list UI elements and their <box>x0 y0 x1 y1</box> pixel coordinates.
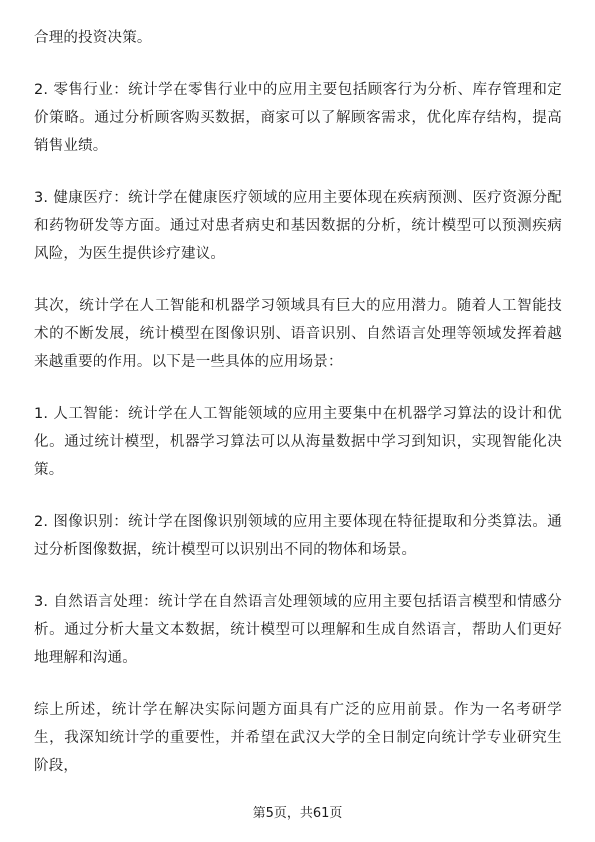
paragraph-nlp: 3. 自然语言处理：统计学在自然语言处理领域的应用主要包括语言模型和情感分析。通过分析大量文本数据，统计模型可以理解和生成自然语言，帮助人们更好地理解和沟通。 <box>34 594 562 666</box>
document-body <box>34 24 562 804</box>
paragraph-continuation: 合理的投资决策。 <box>34 30 152 46</box>
page-number: 第5页，共61页 <box>252 806 343 821</box>
paragraph-ai-ml-intro: 其次，统计学在人工智能和机器学习领域具有巨大的应用潜力。随着人工智能技术的不断发展，统计模型在图像识别、语音识别、自然语言处理等领域发挥着越来越重要的作用。以下是一些具体的应用场景： <box>34 298 562 370</box>
paragraph-image-recognition: 2. 图像识别：统计学在图像识别领域的应用主要体现在特征提取和分类算法。通过分析图像数据，统计模型可以识别出不同的物体和场景。 <box>34 514 562 558</box>
paragraph-ai: 1. 人工智能：统计学在人工智能领域的应用主要集中在机器学习算法的设计和优化。通过统计模型，机器学习算法可以从海量数据中学习到知识，实现智能化决策。 <box>34 406 562 478</box>
paragraph-summary: 综上所述，统计学在解决实际问题方面具有广泛的应用前景。作为一名考研学生，我深知统计学的重要性，并希望在武汉大学的全日制定向统计学专业研究生阶段， <box>34 702 562 774</box>
paragraph-healthcare: 3. 健康医疗：统计学在健康医疗领域的应用主要体现在疾病预测、医疗资源分配和药物研发等方面。通过对患者病史和基因数据的分析，统计模型可以预测疾病风险，为医生提供诊疗建议。 <box>34 190 562 262</box>
paragraph-retail: 2. 零售行业：统计学在零售行业中的应用主要包括顾客行为分析、库存管理和定价策略。通过分析顾客购买数据，商家可以了解顾客需求，优化库存结构，提高销售业绩。 <box>34 82 562 154</box>
